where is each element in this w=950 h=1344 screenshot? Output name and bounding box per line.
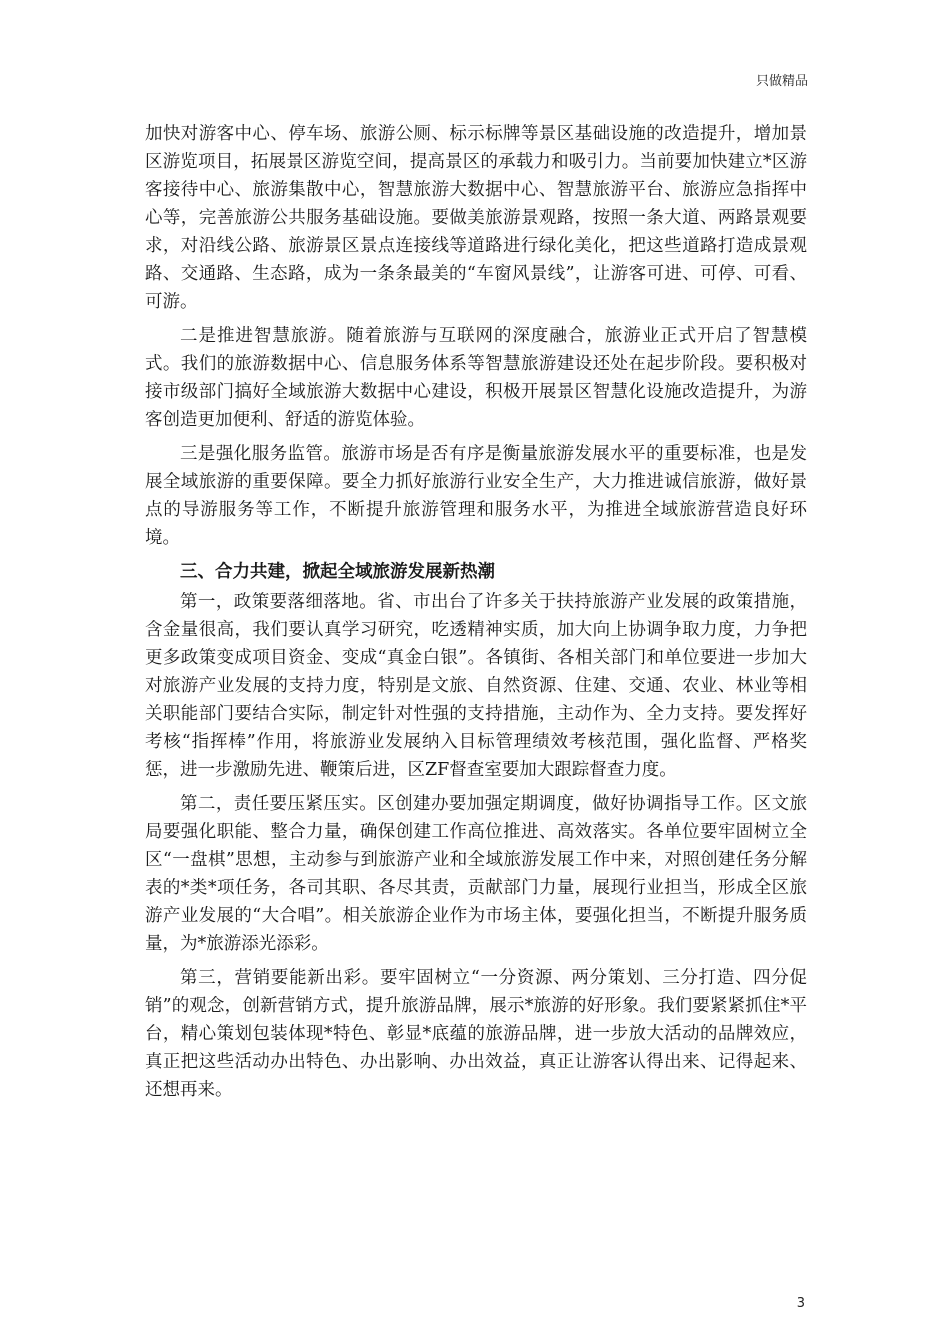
paragraph: 三是强化服务监管。旅游市场是否有序是衡量旅游发展水平的重要标准，也是发展全域旅游的重要保障。要全力抓好旅游行业安全生产，大力推进诚信旅游，做好景点的导游服务等工作，不断提升旅游管理和服务水平，为推进全域旅游营造良好环境。 <box>145 444 807 548</box>
page-number: 3 <box>796 1296 805 1311</box>
paragraph: 二是推进智慧旅游。随着旅游与互联网的深度融合，旅游业正式开启了智慧模式。我们的旅游数据中心、信息服务体系等智慧旅游建设还处在起步阶段。要积极对接市级部门搞好全域旅游大数据中心建设，积极开展景区智慧化设施改造提升，为游客创造更加便利、舒适的游览体验。 <box>145 326 807 430</box>
section-heading: 三、合力共建，掀起全域旅游发展新热潮 <box>180 562 495 582</box>
page-header: 只做精品 <box>755 74 808 89</box>
paragraph-continuation: 加快对游客中心、停车场、旅游公厕、标示标牌等景区基础设施的改造提升，增加景区游览项目，拓展景区游览空间，提高景区的承载力和吸引力。当前要加快建立*区游客接待中心、旅游集散中心，智慧旅游大数据中心、智慧旅游平台、旅游应急指挥中心等，完善旅游公共服务基础设施。要做美旅游景观路，按照一条大道、两路景观要求，对沿线公路、旅游景区景点连接线等道路进行绿化美化，把这些道路打造成景观路、交通路、生态路，成为一条条最美的“车窗风景线”，让游客可进、可停、可看、可游。 <box>145 124 807 312</box>
document-body <box>145 120 807 1110</box>
paragraph: 第三，营销要能新出彩。要牢固树立“一分资源、两分策划、三分打造、四分促销”的观念，创新营销方式，提升旅游品牌，展示*旅游的好形象。我们要紧紧抓住*平台，精心策划包装体现*特色、彰显*底蕴的旅游品牌，进一步放大活动的品牌效应，真正把这些活动办出特色、办出影响、办出效益，真正让游客认得出来、记得起来、还想再来。 <box>145 968 807 1100</box>
paragraph: 第一，政策要落细落地。省、市出台了许多关于扶持旅游产业发展的政策措施，含金量很高，我们要认真学习研究，吃透精神实质，加大向上协调争取力度，力争把更多政策变成项目资金、变成“真金白银”。各镇街、各相关部门和单位要进一步加大对旅游产业发展的支持力度，特别是文旅、自然资源、住建、交通、农业、林业等相关职能部门要结合实际，制定针对性强的支持措施，主动作为、全力支持。要发挥好考核“指挥棒”作用，将旅游业发展纳入目标管理绩效考核范围，强化监督、严格奖惩，进一步激励先进、鞭策后进，区ZF督查室要加大跟踪督查力度。 <box>145 592 807 780</box>
paragraph: 第二，责任要压紧压实。区创建办要加强定期调度，做好协调指导工作。区文旅局要强化职能、整合力量，确保创建工作高位推进、高效落实。各单位要牢固树立全区“一盘棋”思想，主动参与到旅游产业和全域旅游发展工作中来，对照创建任务分解表的*类*项任务，各司其职、各尽其责，贡献部门力量，展现行业担当，形成全区旅游产业发展的“大合唱”。相关旅游企业作为市场主体，要强化担当，不断提升服务质量，为*旅游添光添彩。 <box>145 794 807 954</box>
